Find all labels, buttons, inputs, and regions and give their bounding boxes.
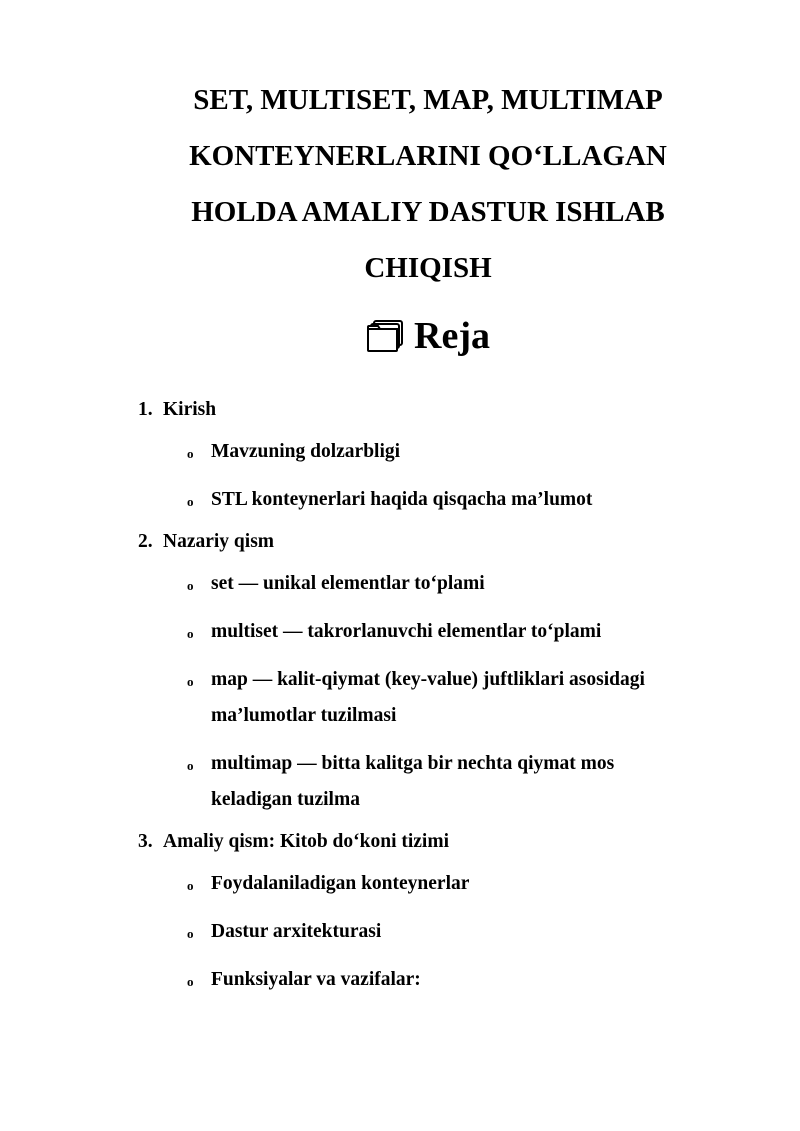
bullet-marker: o (187, 974, 194, 989)
bullet-marker: o (187, 626, 194, 641)
list-item (138, 434, 698, 470)
list-item (138, 566, 698, 602)
outline-sublist (138, 434, 698, 518)
list-item-text: Funksiyalar va vazifalar: (211, 969, 421, 990)
section-heading-text: Reja (414, 315, 490, 357)
folder-icon (366, 315, 404, 367)
list-item-text: multiset — takrorlanuvchi elementlar to‘plami (211, 621, 602, 642)
title-line: CHIQISH (364, 252, 492, 284)
outline-number: 1. (138, 399, 153, 420)
title-line: KONTEYNERLARINI QO‘LLAGAN (189, 140, 667, 172)
outline-item (138, 386, 698, 518)
bullet-marker: o (187, 878, 194, 893)
list-item-text: Dastur arxitekturasi (211, 921, 382, 942)
bullet-marker: o (187, 758, 194, 773)
bullet-marker: o (187, 446, 194, 461)
outline-sublist (138, 566, 698, 818)
list-item (138, 746, 698, 818)
list-item-text: multimap — bitta kalitga bir nechta qiymat mos keladigan tuzilma (211, 753, 615, 810)
outline-label: Nazariy qism (163, 531, 275, 552)
list-item (138, 614, 698, 650)
outline-item (138, 518, 698, 818)
outline-label: Kirish (163, 399, 217, 420)
outline-number: 2. (138, 531, 153, 552)
outline-number: 3. (138, 831, 153, 852)
list-item (138, 866, 698, 902)
outline-label: Amaliy qism: Kitob do‘koni tizimi (163, 831, 450, 852)
list-item-text: map — kalit-qiymat (key-value) juftliklari asosidagi ma’lumotlar tuzilmasi (211, 669, 645, 726)
list-item (138, 482, 698, 518)
outline-list (138, 386, 698, 998)
outline-sublist (138, 866, 698, 998)
title-line: HOLDA AMALIY DASTUR ISHLAB (191, 196, 665, 228)
bullet-marker: o (187, 578, 194, 593)
list-item-text: Foydalaniladigan konteynerlar (211, 873, 470, 894)
section-heading (140, 310, 716, 367)
title-line: SET, MULTISET, MAP, MULTIMAP (193, 84, 663, 116)
list-item-text: Mavzuning dolzarbligi (211, 441, 401, 462)
list-item-text: STL konteynerlari haqida qisqacha ma’lumot (211, 489, 593, 510)
bullet-marker: o (187, 674, 194, 689)
bullet-marker: o (187, 494, 194, 509)
document-title (140, 72, 716, 296)
list-item (138, 662, 698, 734)
list-item (138, 962, 698, 998)
list-item (138, 914, 698, 950)
bullet-marker: o (187, 926, 194, 941)
list-item-text: set — unikal elementlar to‘plami (211, 573, 485, 594)
outline-item (138, 818, 698, 998)
